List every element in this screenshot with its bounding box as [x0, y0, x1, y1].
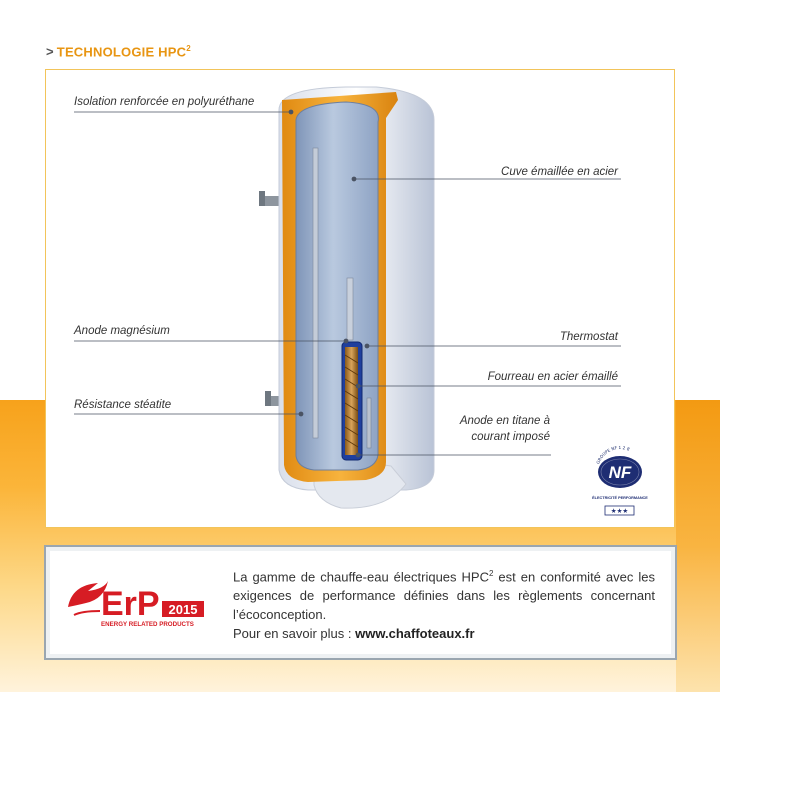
nf-mark-text: NF [608, 463, 632, 482]
nf-stars: ★★★ [610, 507, 629, 515]
nf-arc-text: GROUPE NF 1 2 8 [595, 444, 631, 465]
label-anode-magnesium: Anode magnésium [74, 325, 170, 337]
erp-info-box [44, 545, 677, 660]
erp-text-part2: est en conformité avec les exigences de performance définies dans les règlements concernant l’écoconception. [233, 569, 655, 623]
erp-text-part1: La gamme de chauffe-eau électriques HPC [233, 569, 489, 585]
inlet-pipes [259, 191, 281, 406]
steatite-heating-coil [345, 347, 358, 455]
erp-description [233, 568, 655, 644]
nf-certification-logo [586, 443, 654, 521]
section-title-text: TECHNOLOGIE HPC [56, 44, 187, 60]
thermostat-stem [347, 278, 353, 340]
label-anode-titane-line2: courant imposé [471, 430, 550, 443]
inner-tank [296, 102, 378, 470]
erp-logo-caption: ENERGY RELATED PRODUCTS [101, 621, 194, 628]
erp-info-inner [50, 551, 671, 654]
label-anode-titane-line1: Anode en titane à [459, 415, 550, 427]
erp-link-prefix: Pour en savoir plus : [233, 625, 356, 641]
label-cuve: Cuve émaillée en acier [501, 166, 618, 178]
chevron-right-icon: > [46, 44, 54, 60]
water-heater-illustration [46, 70, 676, 529]
label-anode-titane [460, 414, 550, 445]
section-title [46, 44, 191, 59]
section-title-superscript: 2 [186, 44, 191, 53]
nf-caption: ÉLECTRICITÉ PERFORMANCE [592, 496, 648, 500]
label-fourreau: Fourreau en acier émaillé [487, 371, 618, 383]
titanium-anode [367, 398, 371, 448]
label-thermostat: Thermostat [559, 331, 618, 343]
label-resistance: Résistance stéatite [74, 399, 172, 411]
label-isolation: Isolation renforcée en polyuréthane [74, 96, 255, 108]
erp-text-superscript: 2 [488, 569, 494, 578]
erp-logo-text: ErP [101, 585, 160, 623]
erp-2015-logo [64, 577, 214, 633]
chaffoteaux-link[interactable]: www.chaffoteaux.fr [355, 625, 475, 641]
magnesium-anode-rod [313, 148, 318, 438]
technology-panel [45, 69, 675, 528]
nf-logo-graphic [586, 443, 654, 521]
orange-background-edge [676, 400, 720, 692]
erp-logo-year: 2015 [168, 602, 198, 617]
